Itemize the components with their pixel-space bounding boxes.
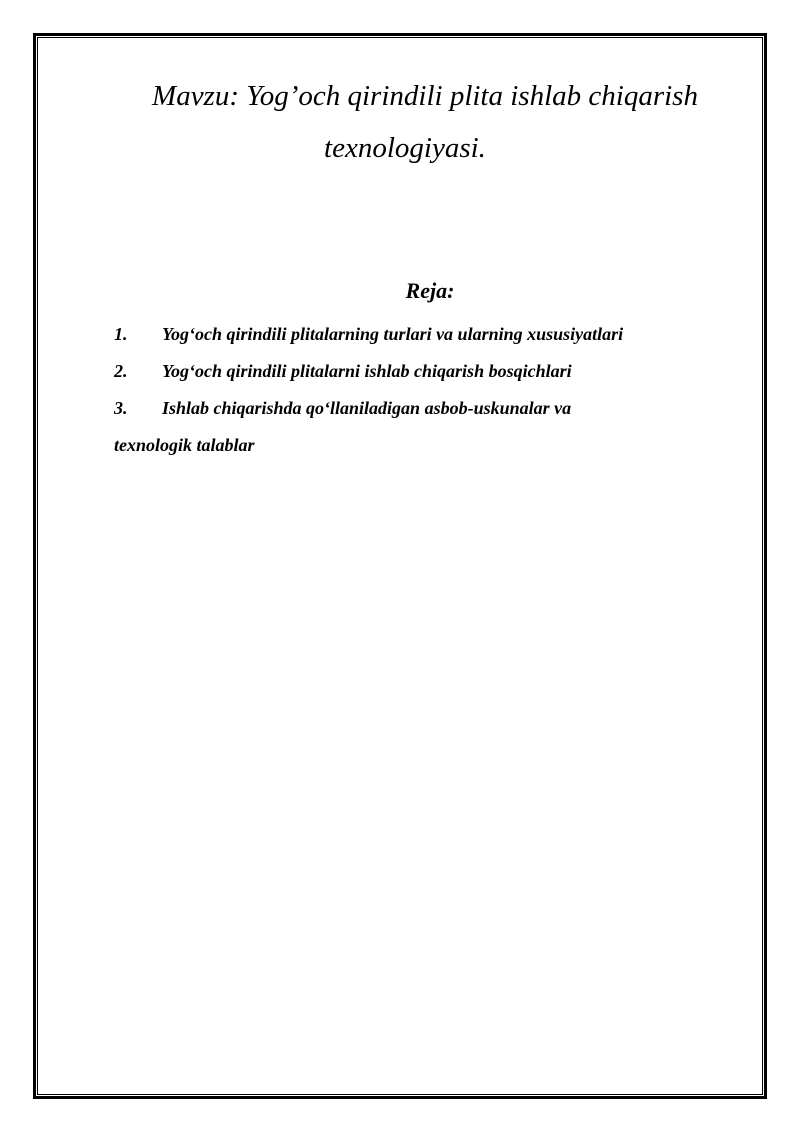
title-line-1: Mavzu: Yog’och qirindili plita ishlab chiqarish <box>152 80 698 112</box>
document-title <box>60 70 750 174</box>
plan-list <box>114 316 734 464</box>
plan-item-3-continuation: texnologik talablar <box>114 435 255 455</box>
plan-item-1 <box>114 316 734 353</box>
plan-item-text: Yog‘och qirindili plitalarning turlari va ularning xususiyatlari <box>162 324 624 344</box>
title-line-2: texnologiyasi. <box>324 132 486 164</box>
plan-item-text: Ishlab chiqarishda qo‘llaniladigan asbob-uskunalar va <box>162 398 572 418</box>
page-border-inner <box>37 37 763 1095</box>
plan-item-3 <box>114 390 734 427</box>
plan-item-number: 3. <box>114 398 128 418</box>
plan-item-text: Yog‘och qirindili plitalarni ishlab chiqarish bosqichlari <box>162 361 572 381</box>
plan-item-2 <box>114 353 734 390</box>
plan-item-number: 2. <box>114 361 128 381</box>
plan-item-number: 1. <box>114 324 128 344</box>
plan-heading: Reja: <box>405 278 455 303</box>
